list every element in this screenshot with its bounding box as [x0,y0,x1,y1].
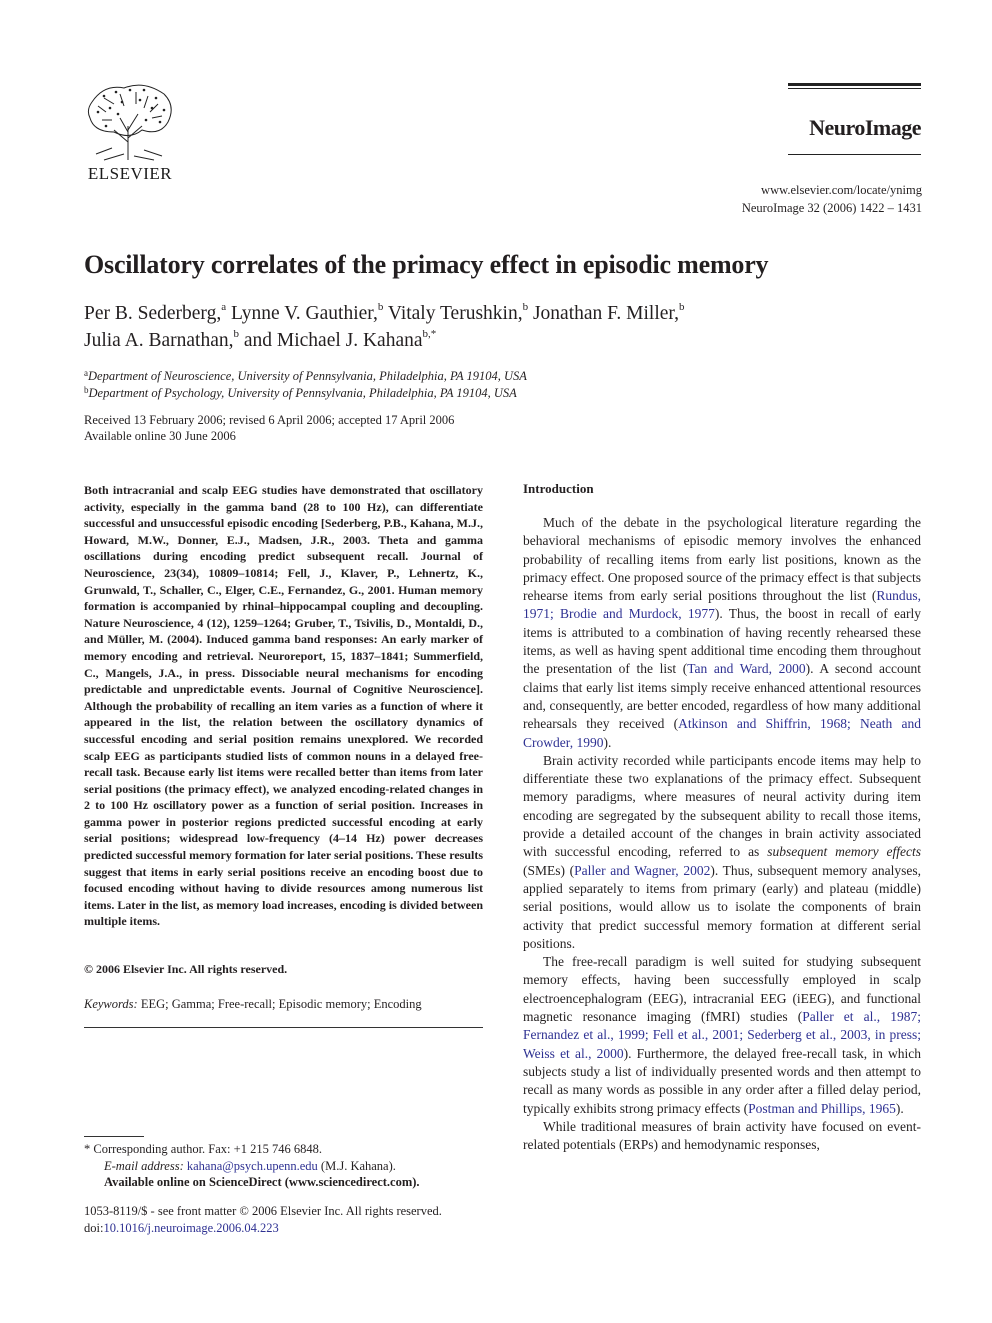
text-run: ). A second account claims that early list items simply receive enhanced attentional resources and, consequently, are better encoded, regardless of how many additional rehearsals they received ( [523,661,921,732]
author-name: Jonathan F. Miller, [532,303,680,324]
citation-link[interactable]: Postman and Phillips, 1965 [748,1100,896,1116]
affiliation-marker: b [84,385,89,395]
header-rule-thin [788,88,921,89]
keywords-label: Keywords: [84,997,138,1011]
author-affiliation-marker: a [221,301,227,313]
keywords-list: EEG; Gamma; Free-recall; Episodic memory; Encoding [140,997,422,1011]
affiliation-a [84,369,684,384]
author-affiliation-marker: b [377,301,384,313]
citation-link[interactable]: Atkinson and Shiffrin, 1968; Neath and Crowder, 1990 [523,716,922,750]
paragraph [523,514,921,752]
abstract-copyright: © 2006 Elsevier Inc. All rights reserved. [84,962,288,976]
sciencedirect-note: Available online on ScienceDirect (www.sciencedirect.com). [104,1175,420,1189]
affiliation-marker: a [84,368,88,378]
publisher-name: ELSEVIER [87,164,173,183]
emphasis-term: subsequent memory effects [767,844,921,860]
author-name: Lynne V. Gauthier, [230,303,378,324]
email-suffix: (M.J. Kahana). [317,1159,396,1173]
citation-link[interactable]: Rundus, 1971; Brodie and Murdock, 1977 [523,588,921,622]
doi-link[interactable]: 10.1016/j.neuroimage.2006.04.223 [103,1221,279,1235]
section-heading-introduction: Introduction [523,481,594,496]
text-run: ). [603,734,612,750]
citation-link[interactable]: Paller et al., 1987; Fernandez et al., 1999; Fell et al., 2001; Sederberg et al., 2003, in press; Weiss et al., 2000 [523,1009,921,1061]
journal-name: NeuroImage [809,115,921,140]
text-run: Much of the debate in the psychological literature regarding the behavioral mechanisms of episodic memory involves the enhanced probability of recalling items from early list positions, known as the primacy effect. One proposed source of the primacy effect is that subjects rehearse items from early serial positions throughout the list ( [523,515,921,604]
text-run: While traditional measures of brain activity have focused on event-related potentials (ERPs) and hemodynamic responses, [523,1118,921,1153]
author-affiliation-marker: b,* [422,328,437,340]
author-name: Julia A. Barnathan, [84,330,234,351]
author-name: Vitaly Terushkin, [387,303,523,324]
text-run: ). Thus, subsequent memory analyses, applied separately to items from primary (early) and plateau (middle) serial positions, would allow us to isolate the components of brain activity that predict successful memory formation at different serial positions. [523,862,922,951]
author-list-line-2 [84,330,884,352]
email-note [104,1159,524,1174]
text-run: ). Thus, the boost in recall of early items is attributed to a combination of having recently rehearsed these items, as well as having spent additional time encoding them throughout the presentation of the list ( [523,606,922,677]
header-rule-bottom [788,154,921,155]
journal-citation: NeuroImage 32 (2006) 1422 – 1431 [741,201,922,215]
elsevier-logo [84,82,176,182]
footnote-divider [84,1136,144,1137]
paragraph [523,752,921,953]
article-title: Oscillatory correlates of the primacy effect in episodic memory [84,250,769,279]
header-rule-thick [788,83,921,86]
affiliation-text: Department of Neuroscience, University of Pennsylvania, Philadelphia, PA 19104, USA [88,369,527,383]
affiliation-b [84,386,684,401]
text-run: ). [895,1100,904,1116]
doi-prefix: doi: [84,1221,104,1235]
text-run: The free-recall paradigm is well suited for studying subsequent memory effects, having been successfully employed in scalp electroencephalogram (EEG), intracranial EEG (iEEG), and functional magnetic resonance imaging (fMRI) studies ( [523,954,921,1025]
abstract-text: Both intracranial and scalp EEG studies have demonstrated that oscillatory activity, especially in the gamma band (28 to 100 Hz), can differentiate successful and unsuccessful episodic encoding [Sederberg, P.B., Kahana, M.J., Howard, M.W., Donner, E.J., Madsen, J.R., 2003. Theta and gamma oscillations during encoding predict subsequent recall. Journal of Neuroscience, 23(34), 10809–10814; Fell, J., Klaver, P., Lehnertz, K., Grunwald, T., Schaller, C., Elger, C.E., Fernandez, G., 2001. Human memory formation is accompanied by rhinal–hippocampal coupling and decoupling. Nature Neuroscience, 4 (12), 1259–1264; Gruber, T., Tsivilis, D., Montaldi, D., and Müller, M. (2004). Induced gamma band responses: An early marker of memory encoding and retrieval. Neuroreport, 15, 1837–1841; Summerfield, C., Mangels, J.A., in press. Dissociable neural mechanisms for encoding predictable and unpredictable events. Journal of Cognitive Neuroscience]. Although the probability of recalling an item varies as a function of where it appeared in the list, the relation between the oscillatory dynamics of successful encoding and serial position remains unexplored. We recorded scalp EEG as participants studied lists of common nouns in a delayed free-recall task. Because early list items were recalled better than items from later serial positions (the primacy effect), we analyzed encoding-related changes in 2 to 100 Hz oscillatory power as a function of serial position. Increases in gamma power in posterior regions predicted successful encoding at early serial positions; widespread low-frequency (4–14 Hz) power decreases predicted successful memory formation for later serial positions. These results suggest that items in early serial positions receive an encoding boost due to focused encoding without having to divide resources among numerous list items. Later in the list, as memory load increases, encoding is divided between multiple items. [84,483,483,929]
paragraph [523,1118,921,1155]
author-name: Per B. Sederberg, [84,303,222,324]
abstract-divider [84,1027,483,1028]
text-run: Brain activity recorded while participants encode items may help to differentiate these two explanations of the primacy effect. Subsequent memory paradigms, where measures of neural activity during item encoding are segregated by the subsequent ability to recall those items, provide a detailed account of the changes in brain activity associated with successful encoding, referred to as [523,752,921,860]
citation-link[interactable]: Tan and Ward, 2000 [687,661,806,677]
doi-line [84,1221,504,1236]
keywords [84,997,483,1012]
author-affiliation-marker: b [679,301,685,313]
received-dates: Received 13 February 2006; revised 6 April 2006; accepted 17 April 2006 [84,413,455,427]
elsevier-tree-icon [84,82,176,162]
citation-link[interactable]: Paller and Wagner, 2002 [574,862,711,878]
available-online-date: Available online 30 June 2006 [84,429,236,443]
corresponding-author-note: * Corresponding author. Fax: +1 215 746 6848. [84,1142,322,1156]
email-label: E-mail address: [104,1159,184,1173]
issn-line: 1053-8119/$ - see front matter © 2006 Elsevier Inc. All rights reserved. [84,1204,442,1218]
journal-url[interactable]: www.elsevier.com/locate/ynimg [761,183,922,197]
email-link[interactable]: kahana@psych.upenn.edu [186,1159,318,1173]
text-run: (SMEs) ( [523,862,575,878]
text-run: ). Furthermore, the delayed free-recall task, in which subjects study a list of individually presented words and then attempt to recall as many words as possible in any order after a filled delay period, typically exhibits strong primacy effects ( [523,1045,921,1116]
introduction-body [523,514,921,1154]
author-affiliation-marker: b [233,328,239,340]
author-name: and Michael J. Kahana [243,330,423,351]
paragraph [523,953,921,1118]
author-affiliation-marker: b [522,301,529,313]
affiliation-text: Department of Psychology, University of Pennsylvania, Philadelphia, PA 19104, USA [88,386,517,400]
author-list-line-1 [84,303,884,325]
